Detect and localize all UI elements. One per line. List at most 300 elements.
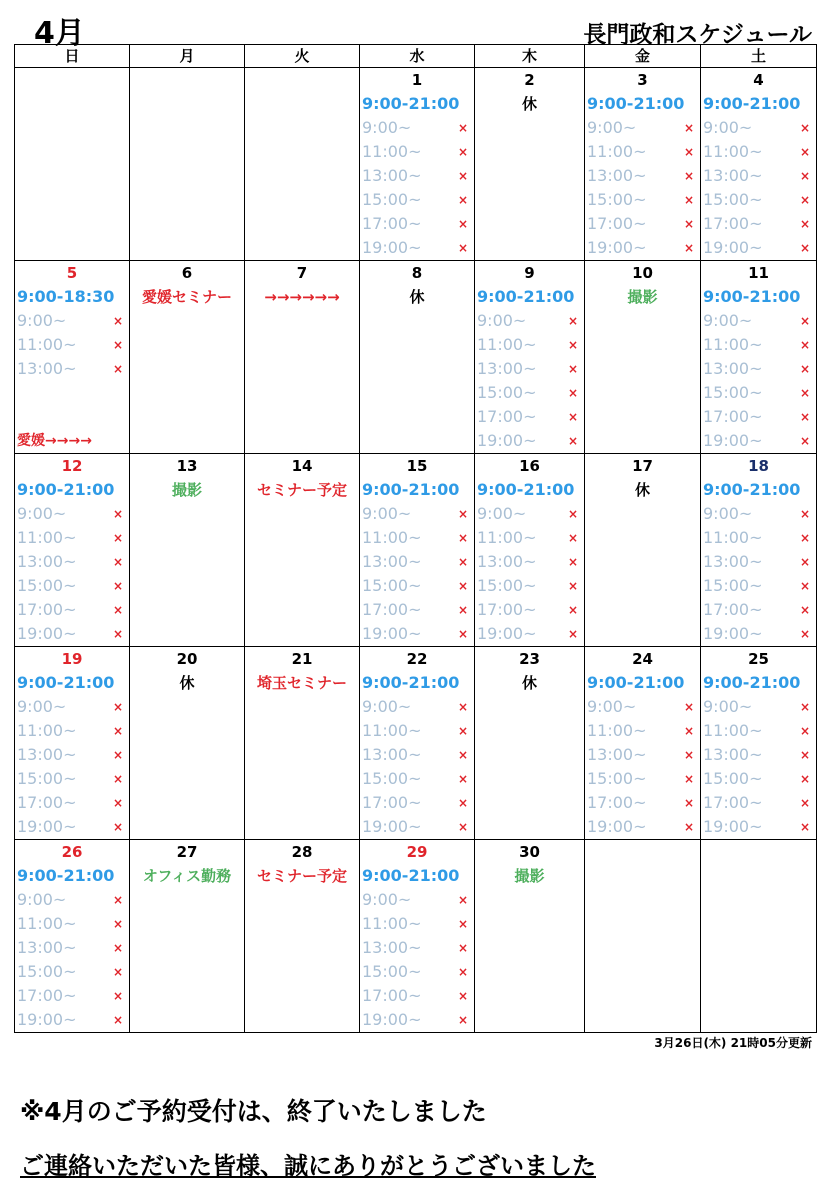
booked-x-icon: × [683,193,694,207]
slot-time: 11:00~ [17,335,77,354]
booked-x-icon: × [799,772,810,786]
time-slot [701,164,816,188]
slot-time: 9:00~ [17,697,67,716]
slot-time: 9:00~ [703,311,753,330]
booked-x-icon: × [457,169,468,183]
booked-x-icon: × [112,989,123,1003]
calendar [14,44,816,1030]
time-slot [360,960,474,984]
thank-you-notice: ご連絡いただいた皆様、誠にありがとうございました [20,1152,596,1180]
slot-time: 13:00~ [703,745,763,764]
time-slot [701,212,816,236]
booked-x-icon: × [457,917,468,931]
day-number: 6 [181,264,193,282]
slot-time: 19:00~ [477,431,537,450]
day-cell [475,454,585,647]
booked-x-icon: × [799,241,810,255]
time-slot [15,333,129,357]
time-slot [585,695,700,719]
time-slot [360,502,474,526]
day-cell [475,261,585,454]
slot-time: 17:00~ [362,793,422,812]
booked-x-icon: × [112,748,123,762]
time-slot [701,791,816,815]
day-cell [130,647,245,840]
booked-x-icon: × [112,772,123,786]
time-slot [701,381,816,405]
slot-time: 19:00~ [17,817,77,836]
booked-x-icon: × [112,965,123,979]
time-slot [585,188,700,212]
day-number: 21 [291,650,313,668]
time-slot [475,429,584,453]
time-slot [15,791,129,815]
booked-x-icon: × [457,1013,468,1027]
time-slot [585,164,700,188]
booked-x-icon: × [112,893,123,907]
slot-time: 13:00~ [362,166,422,185]
booked-x-icon: × [457,627,468,641]
time-slot [701,140,816,164]
time-slot [585,212,700,236]
slot-time: 15:00~ [703,190,763,209]
day-cell [360,68,475,261]
booked-x-icon: × [112,603,123,617]
slot-time: 9:00~ [703,118,753,137]
slot-time: 9:00~ [362,890,412,909]
time-slot [585,719,700,743]
day-note: セミナー予定 [256,867,347,885]
booked-x-icon: × [112,531,123,545]
slot-time: 13:00~ [587,745,647,764]
time-slot [15,574,129,598]
booked-x-icon: × [567,531,578,545]
booked-x-icon: × [457,820,468,834]
slot-time: 9:00~ [477,504,527,523]
booked-x-icon: × [457,965,468,979]
day-cell [585,454,701,647]
booked-x-icon: × [567,627,578,641]
booked-x-icon: × [683,724,694,738]
week-row [15,261,817,454]
time-slot [360,116,474,140]
day-note: 休 [634,481,650,499]
booked-x-icon: × [799,748,810,762]
booked-x-icon: × [112,338,123,352]
reservation-closed-notice: ※4月のご予約受付は、終了いたしました [20,1097,487,1126]
booked-x-icon: × [683,772,694,786]
day-cell [475,647,585,840]
booked-x-icon: × [457,700,468,714]
empty-day-cell [130,68,245,261]
slot-time: 11:00~ [587,721,647,740]
day-note: →→→→→→ [264,288,340,306]
slot-time: 9:00~ [703,504,753,523]
booked-x-icon: × [799,796,810,810]
slot-time: 17:00~ [477,600,537,619]
day-cell [245,840,360,1033]
booked-x-icon: × [799,362,810,376]
slot-time: 17:00~ [17,986,77,1005]
business-hours: 9:00-21:00 [703,673,801,692]
weekday-mon: 月 [130,45,245,68]
slot-time: 17:00~ [362,214,422,233]
booked-x-icon: × [799,627,810,641]
slot-time: 17:00~ [703,407,763,426]
booked-x-icon: × [112,917,123,931]
booked-x-icon: × [457,579,468,593]
time-slot [360,236,474,260]
day-number: 24 [632,650,653,668]
day-number: 23 [519,650,540,668]
slot-time: 13:00~ [587,166,647,185]
time-slot [360,1008,474,1032]
booked-x-icon: × [799,410,810,424]
day-note: 休 [409,288,425,306]
booked-x-icon: × [457,748,468,762]
slot-time: 15:00~ [17,576,77,595]
day-number: 17 [632,457,653,475]
day-number: 19 [61,650,83,668]
slot-time: 15:00~ [362,962,422,981]
slot-time: 13:00~ [477,552,537,571]
slot-time: 19:00~ [703,431,763,450]
slot-time: 13:00~ [703,552,763,571]
weekday-wed: 水 [360,45,475,68]
time-slot [15,1008,129,1032]
booked-x-icon: × [567,555,578,569]
day-number: 3 [637,71,648,89]
time-slot [701,815,816,839]
time-slot [15,526,129,550]
travel-note: 愛媛→→→→ [17,433,92,449]
booked-x-icon: × [799,434,810,448]
booked-x-icon: × [799,338,810,352]
slot-time: 17:00~ [362,600,422,619]
slot-time: 15:00~ [362,190,422,209]
booked-x-icon: × [457,603,468,617]
slot-time: 19:00~ [703,238,763,257]
slot-time: 15:00~ [587,769,647,788]
slot-time: 15:00~ [362,576,422,595]
slot-time: 13:00~ [17,745,77,764]
time-slot [360,767,474,791]
booked-x-icon: × [457,989,468,1003]
time-slot [15,960,129,984]
booked-x-icon: × [683,169,694,183]
booked-x-icon: × [683,217,694,231]
day-number: 11 [748,264,769,282]
booked-x-icon: × [683,820,694,834]
slot-time: 17:00~ [703,793,763,812]
slot-time: 9:00~ [587,697,637,716]
day-number: 4 [753,71,764,89]
booked-x-icon: × [457,217,468,231]
day-number: 29 [406,843,428,861]
booked-x-icon: × [567,410,578,424]
slot-time: 17:00~ [587,793,647,812]
business-hours: 9:00-21:00 [587,673,685,692]
day-cell [360,261,475,454]
week-row [15,68,817,261]
business-hours: 9:00-21:00 [362,673,460,692]
time-slot [360,164,474,188]
slot-time: 17:00~ [17,793,77,812]
time-slot [475,405,584,429]
updated-timestamp: 3月26日(木) 21時05分更新 [654,1036,812,1050]
slot-time: 11:00~ [703,528,763,547]
day-number: 16 [519,457,540,475]
time-slot [475,309,584,333]
day-cell [585,647,701,840]
day-cell [585,261,701,454]
day-number: 26 [61,843,83,861]
slot-time: 11:00~ [362,914,422,933]
time-slot [15,888,129,912]
booked-x-icon: × [112,314,123,328]
day-number: 27 [176,843,198,861]
booked-x-icon: × [567,314,578,328]
slot-time: 11:00~ [17,721,77,740]
day-number: 20 [176,650,198,668]
booked-x-icon: × [683,121,694,135]
booked-x-icon: × [112,820,123,834]
slot-time: 17:00~ [587,214,647,233]
day-number: 18 [748,457,769,475]
slot-time: 19:00~ [362,624,422,643]
time-slot [15,815,129,839]
booked-x-icon: × [799,820,810,834]
empty-day-cell [701,840,817,1033]
day-cell [701,454,817,647]
slot-time: 13:00~ [703,359,763,378]
day-cell [245,647,360,840]
slot-time: 9:00~ [362,504,412,523]
booked-x-icon: × [799,700,810,714]
slot-time: 9:00~ [587,118,637,137]
weekday-thu: 木 [475,45,585,68]
slot-time: 11:00~ [362,528,422,547]
slot-time: 19:00~ [17,1010,77,1029]
slot-time: 9:00~ [17,311,67,330]
day-note: 埼玉セミナー [256,674,347,692]
business-hours: 9:00-21:00 [362,866,460,885]
booked-x-icon: × [567,338,578,352]
time-slot [585,791,700,815]
booked-x-icon: × [567,386,578,400]
day-number: 8 [411,264,423,282]
time-slot [585,743,700,767]
time-slot [15,695,129,719]
slot-time: 11:00~ [477,335,537,354]
booked-x-icon: × [799,386,810,400]
slot-time: 19:00~ [362,817,422,836]
slot-time: 19:00~ [362,238,422,257]
time-slot [475,574,584,598]
time-slot [360,791,474,815]
day-number: 7 [296,264,308,282]
slot-time: 11:00~ [703,142,763,161]
booked-x-icon: × [457,796,468,810]
day-number: 10 [632,264,653,282]
weekday-header-row [15,45,817,68]
calendar-table [14,44,817,1033]
time-slot [15,598,129,622]
empty-day-cell [15,68,130,261]
slot-time: 15:00~ [362,769,422,788]
business-hours: 9:00-18:30 [17,287,115,306]
time-slot [475,502,584,526]
slot-time: 19:00~ [477,624,537,643]
booked-x-icon: × [683,145,694,159]
day-cell [130,454,245,647]
time-slot [15,622,129,646]
slot-time: 13:00~ [17,938,77,957]
time-slot [360,936,474,960]
day-cell [701,647,817,840]
weekday-sun: 日 [15,45,130,68]
time-slot [701,236,816,260]
day-cell [245,454,360,647]
booked-x-icon: × [112,362,123,376]
booked-x-icon: × [799,169,810,183]
booked-x-icon: × [457,121,468,135]
day-note: 休 [521,674,537,692]
slot-time: 13:00~ [17,359,77,378]
booked-x-icon: × [112,579,123,593]
weekday-sat: 土 [701,45,817,68]
business-hours: 9:00-21:00 [362,480,460,499]
day-cell [701,68,817,261]
day-cell [130,261,245,454]
slot-time: 15:00~ [703,576,763,595]
slot-time: 15:00~ [587,190,647,209]
slot-time: 17:00~ [477,407,537,426]
day-note: 休 [179,674,195,692]
time-slot [15,357,129,381]
time-slot [15,936,129,960]
booked-x-icon: × [799,603,810,617]
day-cell [701,261,817,454]
business-hours: 9:00-21:00 [17,866,115,885]
booked-x-icon: × [112,941,123,955]
day-number: 14 [291,457,313,475]
booked-x-icon: × [112,507,123,521]
time-slot [585,116,700,140]
day-number: 28 [291,843,313,861]
booked-x-icon: × [799,507,810,521]
week-row [15,840,817,1033]
booked-x-icon: × [799,145,810,159]
day-number: 12 [61,457,83,475]
month-title: 4月 [34,16,85,51]
time-slot [701,574,816,598]
day-number: 5 [66,264,78,282]
booked-x-icon: × [112,724,123,738]
time-slot [475,550,584,574]
slot-time: 13:00~ [477,359,537,378]
slot-time: 15:00~ [703,383,763,402]
time-slot [701,502,816,526]
booked-x-icon: × [112,700,123,714]
slot-time: 11:00~ [17,914,77,933]
booked-x-icon: × [567,507,578,521]
booked-x-icon: × [799,579,810,593]
booked-x-icon: × [457,531,468,545]
slot-time: 9:00~ [17,504,67,523]
time-slot [475,526,584,550]
time-slot [701,719,816,743]
booked-x-icon: × [567,579,578,593]
day-note: 休 [521,95,537,113]
day-number: 13 [176,457,198,475]
time-slot [701,526,816,550]
booked-x-icon: × [799,217,810,231]
day-cell [15,454,130,647]
empty-day-cell [245,68,360,261]
weekday-tue: 火 [245,45,360,68]
time-slot [360,912,474,936]
business-hours: 9:00-21:00 [703,287,801,306]
day-cell [360,840,475,1033]
business-hours: 9:00-21:00 [587,94,685,113]
slot-time: 11:00~ [703,335,763,354]
time-slot [701,188,816,212]
booked-x-icon: × [799,555,810,569]
booked-x-icon: × [683,796,694,810]
time-slot [360,188,474,212]
slot-time: 9:00~ [703,697,753,716]
booked-x-icon: × [457,241,468,255]
booked-x-icon: × [683,241,694,255]
time-slot [585,140,700,164]
slot-time: 13:00~ [362,552,422,571]
day-cell [15,261,130,454]
slot-time: 9:00~ [477,311,527,330]
time-slot [475,333,584,357]
booked-x-icon: × [683,700,694,714]
time-slot [701,333,816,357]
slot-time: 9:00~ [362,118,412,137]
time-slot [701,695,816,719]
time-slot [701,429,816,453]
day-cell [585,68,701,261]
slot-time: 11:00~ [477,528,537,547]
day-number: 22 [406,650,428,668]
slot-time: 9:00~ [362,697,412,716]
booked-x-icon: × [567,603,578,617]
day-note: セミナー予定 [256,481,347,499]
day-note: 撮影 [627,288,658,306]
slot-time: 15:00~ [17,769,77,788]
slot-time: 13:00~ [17,552,77,571]
page-title: 長門政和スケジュール [583,22,812,48]
time-slot [701,309,816,333]
time-slot [15,743,129,767]
slot-time: 17:00~ [17,600,77,619]
slot-time: 15:00~ [703,769,763,788]
time-slot [360,550,474,574]
day-number: 9 [524,264,535,282]
slot-time: 17:00~ [703,600,763,619]
time-slot [15,309,129,333]
slot-time: 13:00~ [362,745,422,764]
booked-x-icon: × [457,941,468,955]
slot-time: 17:00~ [703,214,763,233]
slot-time: 19:00~ [703,817,763,836]
time-slot [701,622,816,646]
day-cell [15,647,130,840]
